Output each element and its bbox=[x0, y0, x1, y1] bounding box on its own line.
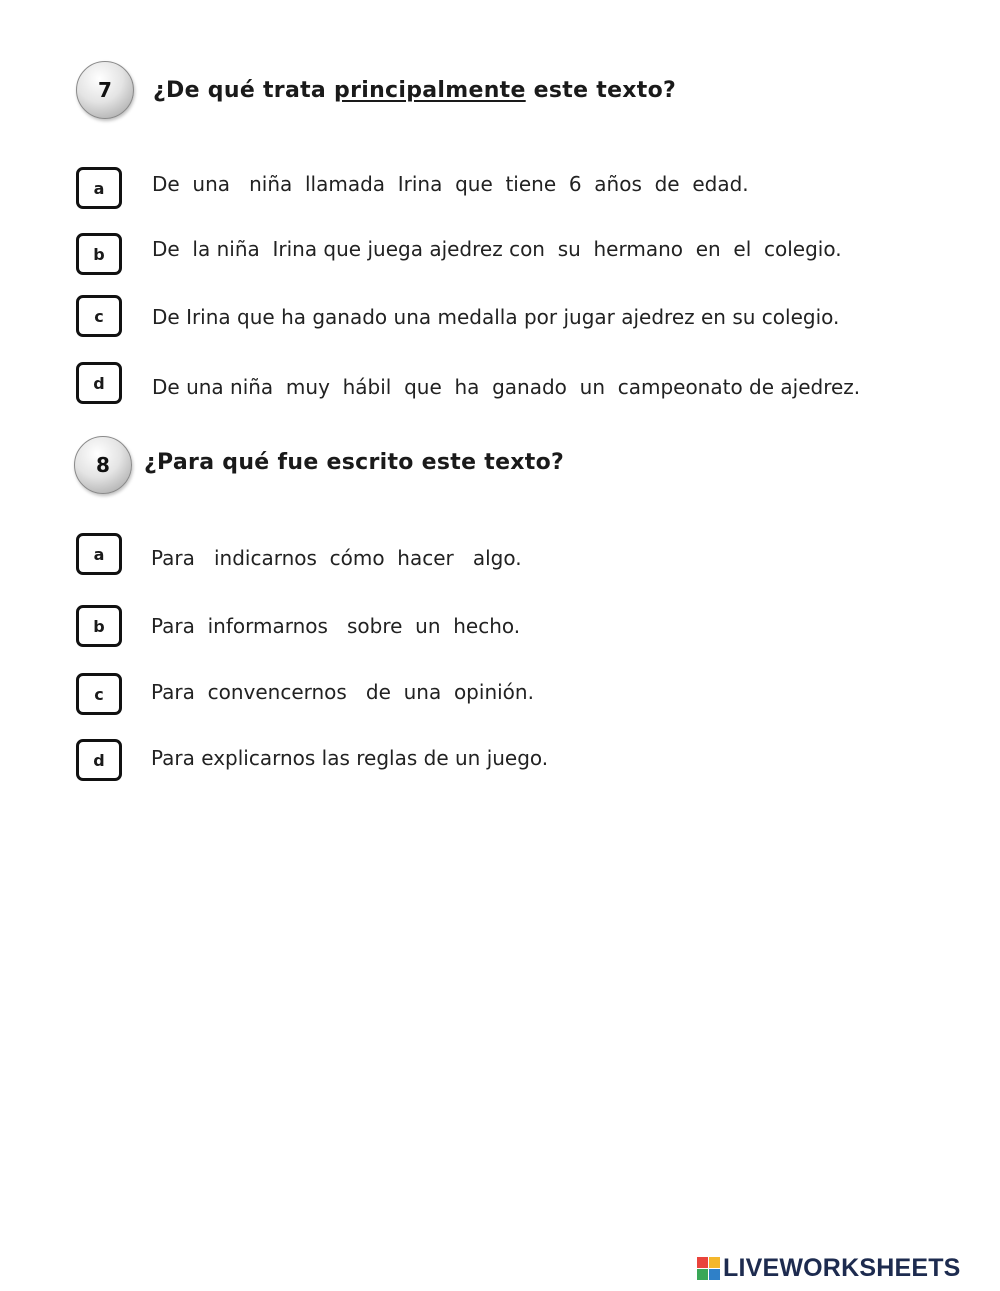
logo-square-green bbox=[697, 1269, 708, 1280]
option-8c[interactable] bbox=[0, 671, 1000, 723]
prompt-end: este texto? bbox=[525, 78, 677, 103]
option-text: De una niña llamada Irina que tiene 6 años de edad. bbox=[152, 172, 749, 196]
prompt-start: ¿De qué trata bbox=[153, 78, 335, 103]
logo-square-red bbox=[697, 1257, 708, 1268]
option-text: De una niña muy hábil que ha ganado un campeonato de ajedrez. bbox=[152, 375, 861, 399]
option-letter-box[interactable]: b bbox=[76, 605, 122, 647]
question-number-badge: 7 bbox=[76, 61, 134, 119]
option-text: Para convencernos de una opinión. bbox=[151, 680, 534, 704]
logo-square-yellow bbox=[709, 1257, 720, 1268]
option-7c[interactable] bbox=[0, 293, 1000, 345]
option-letter-box[interactable]: c bbox=[76, 295, 122, 337]
option-text: Para informarnos sobre un hecho. bbox=[151, 614, 521, 638]
option-letter-box[interactable]: c bbox=[76, 673, 122, 715]
option-letter-box[interactable]: d bbox=[76, 739, 122, 781]
question-prompt: ¿Para qué fue escrito este texto? bbox=[144, 450, 565, 475]
option-text: Para indicarnos cómo hacer algo. bbox=[151, 546, 522, 570]
logo-square-blue bbox=[709, 1269, 720, 1280]
option-letter-box[interactable]: a bbox=[76, 533, 122, 575]
option-letter-box[interactable]: d bbox=[76, 362, 122, 404]
logo-squares-icon bbox=[697, 1257, 720, 1280]
option-7b[interactable] bbox=[0, 231, 1000, 283]
option-letter-box[interactable]: b bbox=[76, 233, 122, 275]
liveworksheets-logo[interactable] bbox=[697, 1254, 961, 1283]
option-text: De Irina que ha ganado una medalla por jugar ajedrez en su colegio. bbox=[152, 305, 840, 329]
option-text: De la niña Irina que juega ajedrez con su hermano en el colegio. bbox=[152, 237, 842, 261]
option-8b[interactable] bbox=[0, 603, 1000, 655]
prompt-underlined-word: principalmente bbox=[334, 78, 526, 103]
question-prompt bbox=[153, 78, 676, 103]
question-number-badge: 8 bbox=[74, 436, 132, 494]
option-7d[interactable] bbox=[0, 360, 1000, 412]
option-7a[interactable] bbox=[0, 165, 1000, 217]
logo-brand-text: LIVEWORKSHEETS bbox=[723, 1254, 961, 1282]
option-8d[interactable] bbox=[0, 737, 1000, 789]
option-8a[interactable] bbox=[0, 531, 1000, 583]
option-text: Para explicarnos las reglas de un juego. bbox=[151, 746, 549, 770]
option-letter-box[interactable]: a bbox=[76, 167, 122, 209]
